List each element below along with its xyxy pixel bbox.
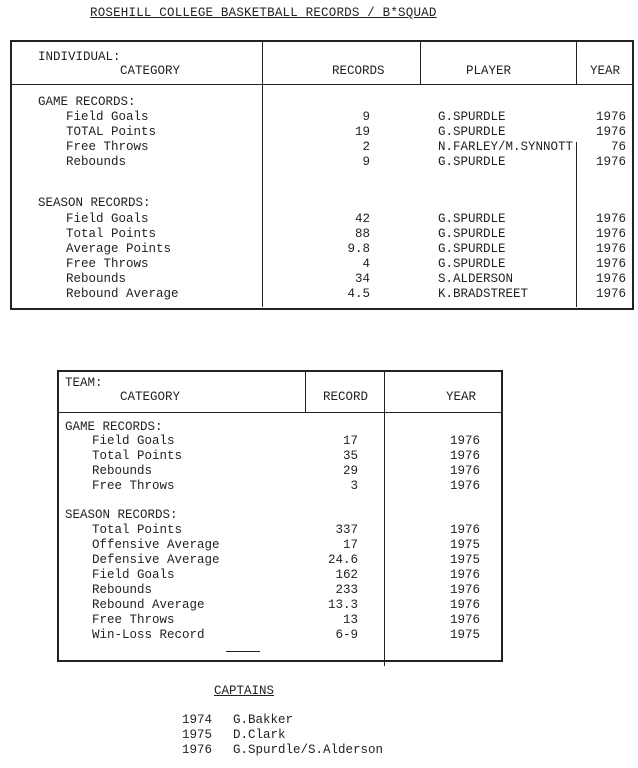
row-category: Field Goals (66, 212, 149, 226)
individual-header-records: RECORDS (332, 64, 385, 78)
row-category: Free Throws (92, 479, 175, 493)
row-record: 162 (335, 568, 358, 582)
team-underline-mark (226, 651, 260, 652)
captain-name: G.Bakker (233, 713, 294, 727)
row-category: Field Goals (92, 434, 175, 448)
row-year: 1976 (595, 110, 626, 124)
row-year: 1976 (595, 242, 626, 256)
row-year: 1976 (450, 583, 481, 597)
row-record: 337 (335, 523, 358, 537)
captain-name: D.Clark (233, 728, 286, 742)
row-year: 76 (610, 140, 626, 154)
row-category: Win-Loss Record (92, 628, 205, 642)
row-record: 35 (342, 449, 358, 463)
row-year: 1976 (595, 257, 626, 271)
row-record: 9 (362, 110, 370, 124)
row-year: 1976 (595, 287, 626, 301)
row-record: 29 (342, 464, 358, 478)
row-player: G.SPURDLE (438, 155, 506, 169)
row-category: Total Points (92, 523, 183, 537)
team-header-record: RECORD (323, 390, 369, 404)
row-year: 1976 (450, 613, 481, 627)
team-label: TEAM: (65, 376, 103, 390)
individual-game-heading: GAME RECORDS: (38, 95, 136, 109)
row-year: 1975 (450, 553, 481, 567)
row-category: Total Points (66, 227, 157, 241)
row-category: Rebound Average (92, 598, 205, 612)
individual-col-divider-3 (576, 42, 577, 84)
row-category: Defensive Average (92, 553, 220, 567)
row-year: 1976 (450, 449, 481, 463)
row-player: G.SPURDLE (438, 257, 506, 271)
row-year: 1976 (595, 155, 626, 169)
row-category: Offensive Average (92, 538, 220, 552)
individual-header-category: CATEGORY (120, 64, 181, 78)
row-year: 1976 (595, 272, 626, 286)
team-header-category: CATEGORY (120, 390, 181, 404)
row-player: G.SPURDLE (438, 227, 506, 241)
captain-year: 1976 (182, 743, 213, 757)
team-season-heading: SEASON RECORDS: (65, 508, 178, 522)
row-record: 88 (354, 227, 370, 241)
team-header-year: YEAR (446, 390, 477, 404)
row-year: 1976 (450, 598, 481, 612)
row-player: G.SPURDLE (438, 212, 506, 226)
row-player: K.BRADSTREET (438, 287, 529, 301)
row-record: 13.3 (327, 598, 358, 612)
captains-title: CAPTAINS (214, 684, 275, 698)
row-record: 4 (362, 257, 370, 271)
individual-season-heading: SEASON RECORDS: (38, 196, 151, 210)
row-year: 1976 (450, 568, 481, 582)
row-record: 17 (342, 434, 358, 448)
row-category: TOTAL Points (66, 125, 157, 139)
row-category: Field Goals (92, 568, 175, 582)
row-record: 3 (350, 479, 358, 493)
row-category: Free Throws (92, 613, 175, 627)
team-col-divider-2 (384, 372, 385, 666)
row-record: 24.6 (327, 553, 358, 567)
row-player: G.SPURDLE (438, 125, 506, 139)
row-record: 2 (362, 140, 370, 154)
row-category: Total Points (92, 449, 183, 463)
row-category: Field Goals (66, 110, 149, 124)
row-record: 233 (335, 583, 358, 597)
row-record: 6-9 (335, 628, 358, 642)
row-category: Free Throws (66, 257, 149, 271)
individual-col-divider-1 (262, 42, 263, 307)
row-year: 1976 (450, 464, 481, 478)
individual-header-player: PLAYER (466, 64, 512, 78)
row-record: 9 (362, 155, 370, 169)
row-year: 1976 (595, 125, 626, 139)
captain-year: 1975 (182, 728, 213, 742)
individual-col-divider-2 (420, 42, 421, 84)
team-header-divider (59, 412, 501, 413)
row-year: 1975 (450, 538, 481, 552)
row-category: Rebounds (92, 583, 153, 597)
row-player: G.SPURDLE (438, 110, 506, 124)
row-year: 1976 (595, 227, 626, 241)
row-year: 1976 (595, 212, 626, 226)
individual-label: INDIVIDUAL: (38, 50, 121, 64)
row-category: Free Throws (66, 140, 149, 154)
row-category: Rebounds (66, 272, 127, 286)
row-record: 4.5 (347, 287, 370, 301)
page-title: ROSEHILL COLLEGE BASKETBALL RECORDS / B*SQUAD (90, 6, 437, 20)
row-year: 1976 (450, 479, 481, 493)
row-record: 42 (354, 212, 370, 226)
row-category: Rebounds (92, 464, 153, 478)
row-year: 1975 (450, 628, 481, 642)
captain-name: G.Spurdle/S.Alderson (233, 743, 384, 757)
captain-year: 1974 (182, 713, 213, 727)
team-col-divider-1 (305, 372, 306, 412)
row-record: 34 (354, 272, 370, 286)
row-category: Rebound Average (66, 287, 179, 301)
row-record: 13 (342, 613, 358, 627)
row-year: 1976 (450, 434, 481, 448)
row-record: 9.8 (347, 242, 370, 256)
individual-header-year: YEAR (590, 64, 621, 78)
team-game-heading: GAME RECORDS: (65, 420, 163, 434)
individual-header-divider (12, 84, 632, 85)
row-record: 17 (342, 538, 358, 552)
row-player: N.FARLEY/M.SYNNOTT (438, 140, 574, 154)
row-player: S.ALDERSON (438, 272, 514, 286)
row-category: Average Points (66, 242, 172, 256)
row-record: 19 (354, 125, 370, 139)
row-category: Rebounds (66, 155, 127, 169)
row-year: 1976 (450, 523, 481, 537)
row-player: G.SPURDLE (438, 242, 506, 256)
